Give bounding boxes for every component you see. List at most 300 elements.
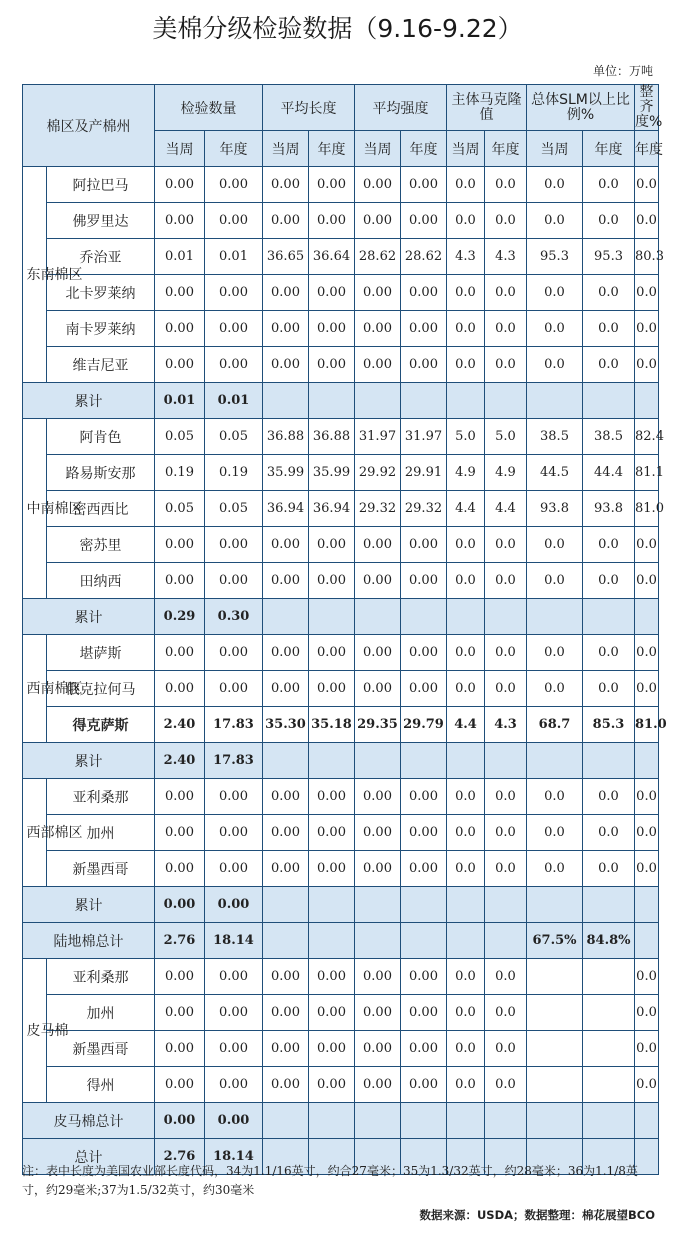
empty-cell [447,1103,485,1139]
data-cell: 0.00 [263,563,309,599]
empty-cell [263,383,309,419]
upland-slm-week: 67.5% [527,923,583,959]
data-cell: 0.00 [205,311,263,347]
data-cell: 0.00 [309,1031,355,1067]
data-cell: 0.05 [205,419,263,455]
table-row [23,563,659,599]
data-cell: 0.00 [355,563,401,599]
data-cell: 0.00 [309,851,355,887]
data-cell: 0.00 [205,275,263,311]
empty-cell [583,1067,635,1103]
empty-cell [447,599,485,635]
data-cell: 0.00 [205,527,263,563]
region-label [23,419,83,599]
state-name: 加州 [47,995,155,1031]
empty-cell [447,887,485,923]
data-cell: 2.40 [155,707,205,743]
data-cell: 0.00 [355,959,401,995]
data-cell: 29.32 [401,491,447,527]
data-cell: 0.00 [309,311,355,347]
empty-cell [527,599,583,635]
data-cell: 36.88 [309,419,355,455]
data-cell: 93.8 [527,491,583,527]
data-cell: 0.0 [635,779,659,815]
data-cell: 0.0 [485,527,527,563]
header-inspection: 检验数量 [155,85,263,131]
data-cell: 4.4 [447,491,485,527]
empty-cell [485,923,527,959]
state-name: 密苏里 [47,527,155,563]
subtotal-year: 17.83 [205,743,263,779]
upland-total-row [23,923,659,959]
empty-cell [309,383,355,419]
data-cell: 82.4 [635,419,659,455]
data-cell: 0.0 [635,167,659,203]
data-cell: 0.0 [447,167,485,203]
empty-cell [527,1067,583,1103]
data-cell: 0.00 [401,995,447,1031]
subtotal-label: 皮马棉总计 [23,1103,155,1139]
empty-cell [527,959,583,995]
data-cell: 0.0 [485,995,527,1031]
data-cell: 4.4 [447,707,485,743]
data-cell: 36.88 [263,419,309,455]
data-cell: 0.00 [263,959,309,995]
data-cell: 0.00 [355,995,401,1031]
empty-cell [635,1103,659,1139]
data-cell: 0.00 [309,995,355,1031]
data-cell: 0.0 [485,851,527,887]
data-cell: 0.0 [527,779,583,815]
empty-cell [401,383,447,419]
data-cell: 4.3 [447,239,485,275]
subtotal-row [23,599,659,635]
subtotal-label: 累计 [23,743,155,779]
data-cell: 28.62 [355,239,401,275]
data-cell: 35.99 [263,455,309,491]
data-cell: 0.00 [309,275,355,311]
empty-cell [401,887,447,923]
data-cell: 0.00 [263,851,309,887]
data-cell: 0.00 [401,275,447,311]
data-cell: 95.3 [583,239,635,275]
region-label [23,779,83,887]
data-cell: 0.00 [401,347,447,383]
data-cell: 95.3 [527,239,583,275]
table-row [23,419,659,455]
data-cell: 0.00 [155,347,205,383]
data-cell: 0.00 [355,203,401,239]
data-cell: 0.00 [205,671,263,707]
data-cell: 5.0 [447,419,485,455]
unit-label: 单位：万吨 [592,64,653,78]
data-cell: 0.0 [583,527,635,563]
data-cell: 0.0 [527,851,583,887]
data-cell: 93.8 [583,491,635,527]
data-cell: 0.0 [635,671,659,707]
data-cell: 0.00 [309,203,355,239]
data-cell: 0.0 [527,275,583,311]
empty-cell [527,383,583,419]
data-cell: 0.00 [205,167,263,203]
data-cell: 0.00 [309,815,355,851]
data-cell: 0.0 [635,851,659,887]
data-cell: 0.00 [205,959,263,995]
empty-cell [263,1103,309,1139]
data-cell: 0.00 [155,311,205,347]
empty-cell [485,743,527,779]
data-cell: 0.00 [155,995,205,1031]
state-name: 堪萨斯 [47,635,155,671]
region-label [23,167,83,383]
data-cell: 0.00 [355,1067,401,1103]
table-row [23,959,659,995]
data-cell: 0.0 [447,635,485,671]
data-cell: 0.00 [155,779,205,815]
empty-cell [263,743,309,779]
data-cell: 0.0 [485,635,527,671]
data-cell: 0.00 [155,851,205,887]
data-cell: 29.92 [355,455,401,491]
data-cell: 0.0 [447,779,485,815]
data-cell: 35.18 [309,707,355,743]
data-cell: 0.0 [485,1031,527,1067]
data-cell: 0.05 [155,419,205,455]
data-cell: 0.00 [155,275,205,311]
data-cell: 0.00 [263,635,309,671]
empty-cell [401,923,447,959]
data-cell: 0.00 [263,1067,309,1103]
state-name: 得克萨斯 [47,707,155,743]
data-cell: 0.00 [205,347,263,383]
data-cell: 0.00 [309,167,355,203]
table-row [23,167,659,203]
upland-total-label: 陆地棉总计 [23,923,155,959]
upland-slm-year: 84.8% [583,923,635,959]
data-cell: 0.00 [205,815,263,851]
data-cell: 0.00 [355,635,401,671]
data-cell: 0.00 [401,527,447,563]
data-cell: 0.01 [205,239,263,275]
empty-cell [309,1103,355,1139]
data-cell: 0.0 [447,1031,485,1067]
data-cell: 81.0 [635,491,659,527]
empty-cell [583,995,635,1031]
data-cell: 17.83 [205,707,263,743]
table-row [23,275,659,311]
header-region-state: 棉区及产棉州 [23,85,155,167]
empty-cell [635,599,659,635]
data-cell: 0.0 [527,563,583,599]
subtotal-week: 2.40 [155,743,205,779]
data-cell: 0.0 [527,167,583,203]
data-cell: 0.0 [635,959,659,995]
data-cell: 31.97 [401,419,447,455]
data-cell: 0.0 [635,635,659,671]
subtotal-year: 18.14 [205,1139,263,1175]
table-row [23,347,659,383]
data-cell: 0.00 [309,671,355,707]
data-cell: 0.0 [635,527,659,563]
data-cell: 44.4 [583,455,635,491]
data-cell: 0.00 [355,527,401,563]
subtotal-year: 0.30 [205,599,263,635]
data-cell: 28.62 [401,239,447,275]
data-cell: 0.00 [401,815,447,851]
data-cell: 0.0 [485,779,527,815]
data-cell: 0.00 [155,635,205,671]
data-cell: 38.5 [583,419,635,455]
state-name: 加州 [47,815,155,851]
header-week: 当周 [263,131,309,167]
cotton-grading-table [22,84,667,1175]
table-row [23,707,659,743]
empty-cell [355,383,401,419]
data-cell: 0.0 [583,275,635,311]
data-cell: 0.00 [263,1031,309,1067]
data-cell: 0.0 [447,671,485,707]
data-cell: 0.0 [485,311,527,347]
table-row [23,1031,659,1067]
data-cell: 0.00 [263,671,309,707]
region-label-text: 皮马棉 [26,1022,69,1039]
page-title: 美棉分级检验数据（9.16-9.22） [152,14,523,43]
data-cell: 0.00 [401,1067,447,1103]
data-cell: 0.00 [205,203,263,239]
region-label-text: 东南棉区 [26,266,83,283]
data-cell: 0.00 [401,563,447,599]
data-cell: 0.0 [635,311,659,347]
data-cell: 81.0 [635,707,659,743]
region-label-text: 西部棉区 [26,824,83,841]
subtotal-row [23,1103,659,1139]
table-row [23,455,659,491]
upland-total-week: 2.76 [155,923,205,959]
data-cell: 0.00 [309,527,355,563]
data-cell: 81.1 [635,455,659,491]
subtotal-label: 累计 [23,887,155,923]
data-cell: 0.00 [309,347,355,383]
state-name: 维吉尼亚 [47,347,155,383]
data-cell: 4.9 [447,455,485,491]
data-cell: 36.94 [309,491,355,527]
data-cell: 0.00 [155,959,205,995]
data-cell: 0.0 [447,995,485,1031]
subtotal-row [23,743,659,779]
region-label-text: 中南棉区 [26,500,83,517]
data-cell: 0.0 [527,203,583,239]
state-name: 密西西比 [47,491,155,527]
data-cell: 0.0 [583,167,635,203]
data-source: 数据来源：USDA；数据整理：棉花展望BCO [419,1208,655,1222]
data-cell: 0.0 [583,563,635,599]
data-cell: 0.00 [155,167,205,203]
data-cell: 0.00 [155,815,205,851]
data-cell: 0.0 [485,563,527,599]
data-cell: 0.0 [583,203,635,239]
footnote: 注：表中长度为美国农业部长度代码，34为1.1/16英寸，约合27毫米；35为1.3/32英寸，约28毫米；36为1.1/8英寸，约29毫米;37为1.5/32英寸，约30毫米 [22,1164,638,1197]
data-cell: 0.00 [355,815,401,851]
data-cell: 0.0 [635,563,659,599]
data-cell: 0.00 [401,203,447,239]
data-cell: 0.00 [401,635,447,671]
subtotal-year: 0.00 [205,887,263,923]
empty-cell [263,887,309,923]
data-cell: 0.0 [635,275,659,311]
empty-cell [309,743,355,779]
data-cell: 29.91 [401,455,447,491]
data-cell: 0.0 [485,959,527,995]
header-mic: 主体马克隆值 [447,85,527,131]
data-cell: 0.00 [155,671,205,707]
data-cell: 4.3 [485,239,527,275]
data-cell: 0.00 [401,167,447,203]
empty-cell [635,743,659,779]
table-body [23,167,667,1175]
data-cell: 0.0 [635,1031,659,1067]
empty-cell [447,923,485,959]
data-cell: 0.0 [447,527,485,563]
empty-cell [355,743,401,779]
empty-cell [309,599,355,635]
data-cell: 0.00 [205,563,263,599]
header-week: 当周 [355,131,401,167]
data-cell: 0.00 [263,311,309,347]
data-cell: 0.0 [527,527,583,563]
data-cell: 0.00 [355,779,401,815]
state-name: 俄克拉何马 [47,671,155,707]
data-cell: 0.19 [205,455,263,491]
data-cell: 68.7 [527,707,583,743]
data-cell: 0.0 [527,311,583,347]
data-cell: 0.0 [527,671,583,707]
data-cell: 44.5 [527,455,583,491]
data-cell: 0.00 [263,779,309,815]
data-cell: 0.00 [263,527,309,563]
state-name: 新墨西哥 [47,1031,155,1067]
empty-cell [527,887,583,923]
state-name: 南卡罗莱纳 [47,311,155,347]
header-slm: 总体SLM以上比例% [527,85,635,131]
data-cell: 80.3 [635,239,659,275]
header-year: 年度 [485,131,527,167]
table-row [23,671,659,707]
data-cell: 0.00 [355,347,401,383]
region-label [23,959,69,1103]
data-cell: 0.0 [485,167,527,203]
data-cell: 0.0 [635,203,659,239]
empty-cell [485,383,527,419]
subtotal-label: 总计 [23,1139,155,1175]
state-name: 路易斯安那 [47,455,155,491]
header-strength: 平均强度 [355,85,447,131]
empty-cell [401,1103,447,1139]
data-cell: 29.79 [401,707,447,743]
data-cell: 31.97 [355,419,401,455]
data-cell: 0.00 [355,851,401,887]
data-cell: 0.0 [447,563,485,599]
data-cell: 0.00 [401,311,447,347]
table-row [23,311,659,347]
data-cell: 0.0 [635,815,659,851]
data-cell: 0.00 [309,635,355,671]
data-cell: 0.00 [205,995,263,1031]
empty-cell [401,599,447,635]
empty-cell [355,887,401,923]
empty-cell [355,923,401,959]
data-cell: 0.0 [635,995,659,1031]
state-name: 亚利桑那 [47,959,155,995]
data-cell: 36.64 [309,239,355,275]
data-cell: 0.00 [401,671,447,707]
data-cell: 0.00 [309,1067,355,1103]
state-name: 北卡罗莱纳 [47,275,155,311]
empty-cell [583,599,635,635]
header-length: 平均长度 [263,85,355,131]
data-cell: 38.5 [527,419,583,455]
state-name: 亚利桑那 [47,779,155,815]
data-cell: 5.0 [485,419,527,455]
empty-cell [527,743,583,779]
empty-cell [485,599,527,635]
empty-cell [583,383,635,419]
data-cell: 0.0 [485,1067,527,1103]
data-cell: 0.0 [635,1067,659,1103]
table-row [23,851,659,887]
data-cell: 0.00 [355,275,401,311]
data-cell: 0.0 [635,347,659,383]
data-cell: 0.0 [447,1067,485,1103]
data-cell: 0.00 [355,1031,401,1067]
subtotal-year: 0.00 [205,1103,263,1139]
table-row [23,995,659,1031]
state-name: 田纳西 [47,563,155,599]
empty-cell [583,959,635,995]
data-cell: 35.99 [309,455,355,491]
data-cell: 36.94 [263,491,309,527]
data-cell: 0.00 [205,851,263,887]
data-cell: 0.00 [355,311,401,347]
data-cell: 0.0 [583,779,635,815]
data-cell: 0.00 [355,671,401,707]
header-year: 年度 [401,131,447,167]
subtotal-year: 0.01 [205,383,263,419]
data-cell: 0.00 [263,815,309,851]
data-cell: 0.19 [155,455,205,491]
header-year: 年度 [635,131,659,167]
data-cell: 0.00 [309,959,355,995]
subtotal-label: 累计 [23,383,155,419]
header-week: 当周 [447,131,485,167]
data-cell: 0.00 [155,203,205,239]
data-cell: 0.0 [447,275,485,311]
data-cell: 4.3 [485,707,527,743]
table-row [23,239,659,275]
subtotal-week: 0.01 [155,383,205,419]
subtotal-week: 0.00 [155,887,205,923]
data-cell: 0.00 [155,1031,205,1067]
header-week: 当周 [155,131,205,167]
table-row [23,203,659,239]
empty-cell [527,995,583,1031]
empty-cell [263,923,309,959]
data-cell: 29.35 [355,707,401,743]
data-cell: 0.0 [583,851,635,887]
state-name: 乔治亚 [47,239,155,275]
data-cell: 0.00 [309,779,355,815]
data-cell: 0.00 [401,779,447,815]
data-cell: 0.00 [155,527,205,563]
